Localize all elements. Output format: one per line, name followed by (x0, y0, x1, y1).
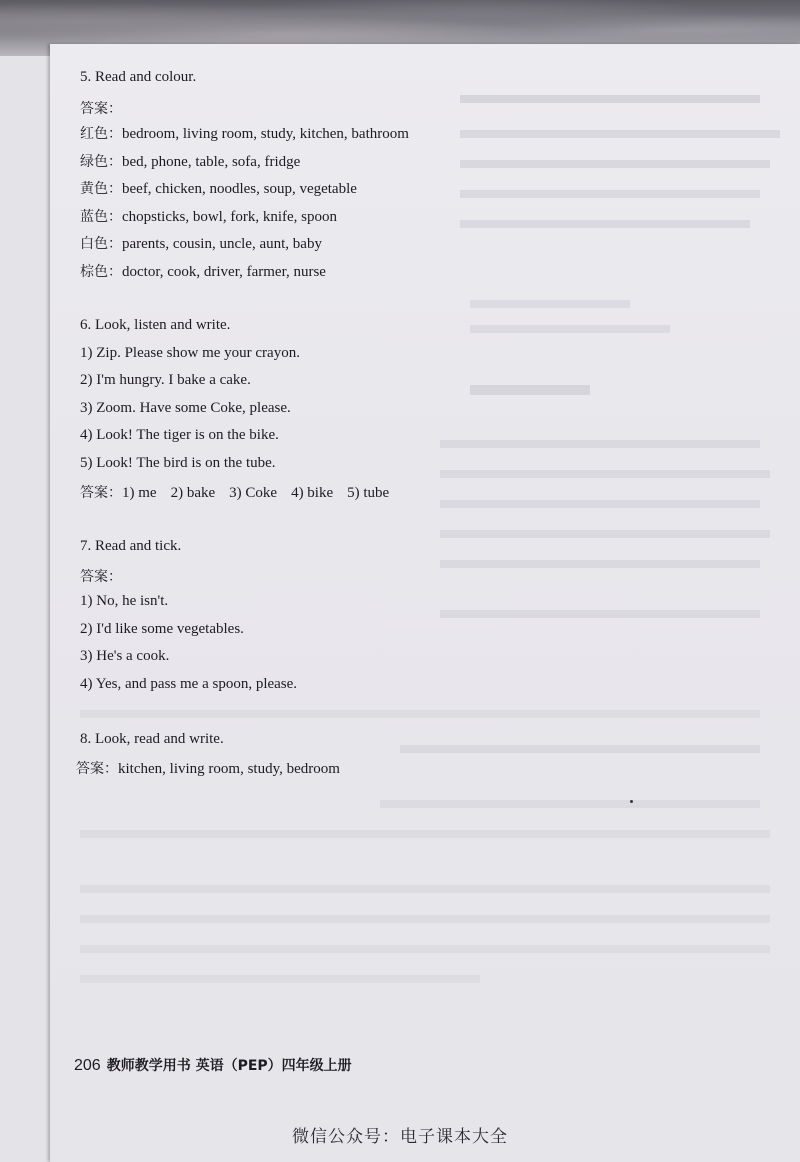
color-label: 绿色： (80, 154, 122, 170)
color-label: 棕色： (80, 264, 122, 280)
book-title: 教师教学用书 英语（PEP）四年级上册 (106, 1058, 352, 1074)
stray-dot (630, 800, 633, 803)
page-number: 206 (74, 1057, 101, 1074)
answer-text: kitchen, living room, study, bedroom (118, 761, 340, 777)
section-7-heading: 7. Read and tick. (80, 538, 182, 554)
list-item: 1) No, he isn't. (80, 593, 169, 609)
color-row-red (80, 123, 409, 143)
color-words: beef, chicken, noodles, soup, vegetable (122, 181, 357, 197)
list-item: 1) Zip. Please show me your crayon. (80, 345, 300, 361)
color-row-blue (80, 206, 337, 226)
list-item: 5) Look! The bird is on the tube. (80, 455, 276, 471)
color-words: bedroom, living room, study, kitchen, bathroom (122, 126, 409, 142)
list-item: 3) He's a cook. (80, 648, 170, 664)
section-8-answer (76, 758, 340, 778)
page-footer (74, 1055, 352, 1075)
list-item: 4) Yes, and pass me a spoon, please. (80, 676, 298, 692)
section-7-answer-label: 答案： (80, 569, 122, 585)
color-row-white (80, 233, 322, 253)
color-words: chopsticks, bowl, fork, knife, spoon (122, 209, 337, 225)
color-row-yellow (80, 178, 357, 198)
list-item: 2) I'm hungry. I bake a cake. (80, 372, 251, 388)
color-label: 白色： (80, 236, 122, 252)
answer-item: 3) Coke (229, 485, 278, 501)
answer-item: 5) tube (347, 485, 390, 501)
watermark-text: 微信公众号：电子课本大全 (292, 1127, 508, 1147)
list-item: 4) Look! The tiger is on the bike. (80, 427, 279, 443)
answer-item: 4) bike (291, 485, 334, 501)
section-6-answers (80, 482, 403, 502)
color-row-green (80, 151, 300, 171)
color-words: bed, phone, table, sofa, fridge (122, 154, 301, 170)
list-item: 3) Zoom. Have some Coke, please. (80, 400, 291, 416)
color-words: doctor, cook, driver, farmer, nurse (122, 264, 326, 280)
color-label: 黄色： (80, 181, 122, 197)
section-6-answer-label: 答案： (80, 485, 122, 501)
section-6-heading: 6. Look, listen and write. (80, 317, 231, 333)
color-words: parents, cousin, uncle, aunt, baby (122, 236, 322, 252)
list-item: 2) I'd like some vegetables. (80, 621, 244, 637)
section-5-heading: 5. Read and colour. (80, 69, 197, 85)
color-label: 蓝色： (80, 209, 122, 225)
color-label: 红色： (80, 126, 122, 142)
answer-item: 2) bake (170, 485, 216, 501)
section-8-answer-label: 答案： (76, 761, 118, 777)
answer-item: 1) me (122, 485, 157, 501)
color-row-brown (80, 261, 326, 281)
section-8-heading: 8. Look, read and write. (80, 731, 224, 747)
section-5-answer-label: 答案： (80, 101, 122, 117)
